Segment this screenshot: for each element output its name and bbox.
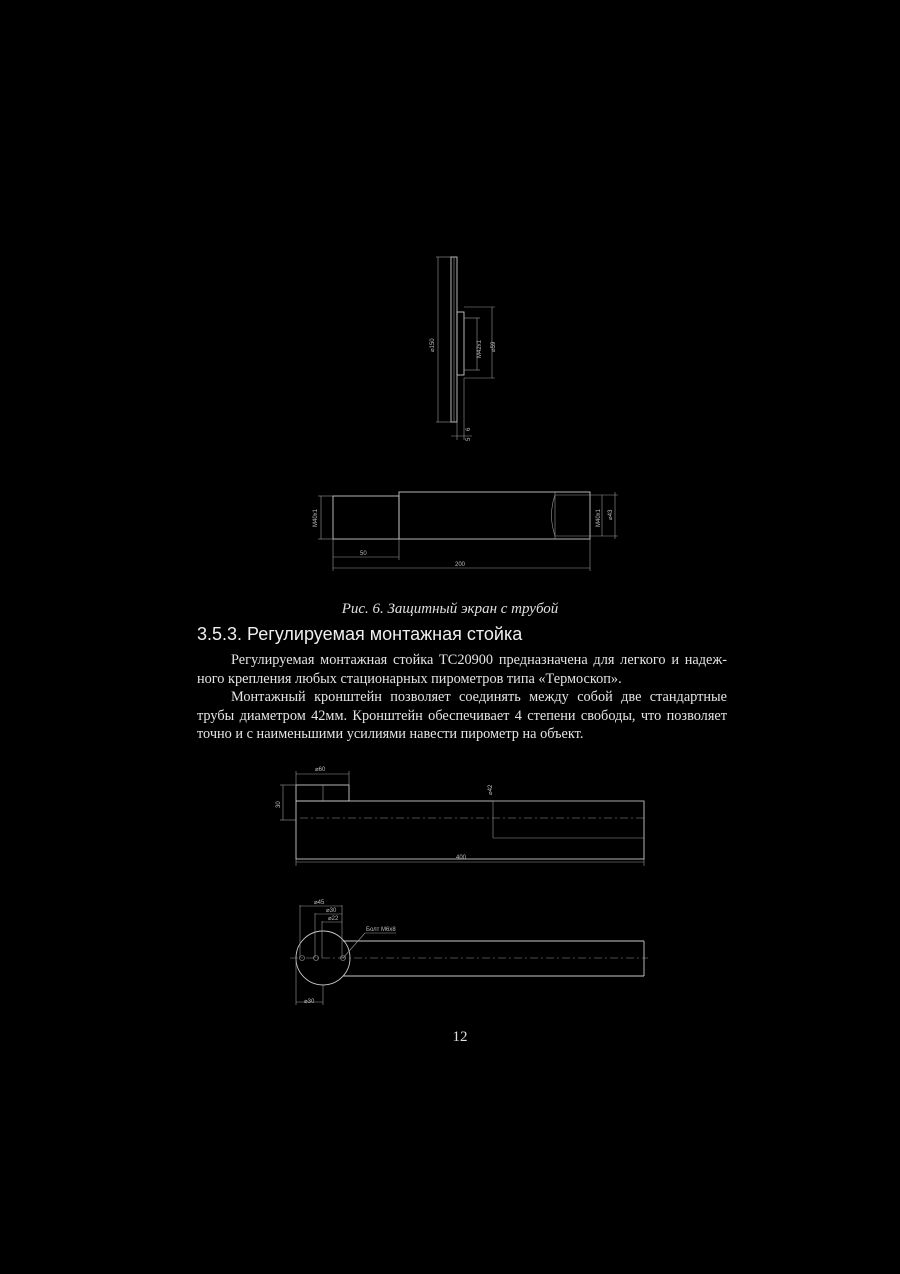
dim-d59: ⌀59: [491, 341, 497, 352]
dim-5: 5: [466, 437, 472, 441]
bracket-top-drawing: [290, 900, 648, 1005]
section-heading: 3.5.3. Регулируемая монтажная стойка: [197, 624, 523, 644]
paragraph: Регулируемая монтажная стойка ТС20900 предназначена для легкого и надеж-ного крепления любых стационарных пирометров типа «Термоскоп».: [197, 652, 727, 687]
dim-d45: ⌀45: [314, 900, 325, 906]
dim-m40x1-right: M40x1: [596, 508, 602, 527]
dim-m42x1: M42x1: [477, 339, 483, 358]
dim-d43: ⌀43: [608, 509, 614, 520]
section-body: [197, 651, 727, 744]
dim-50: 50: [360, 551, 367, 557]
dim-d42: ⌀42: [488, 784, 494, 795]
tube-drawing: [313, 492, 618, 571]
dim-d30-lower: ⌀30: [304, 999, 315, 1005]
dim-d150: ⌀150: [430, 338, 436, 352]
dim-d30-upper: ⌀30: [326, 908, 337, 914]
dim-30-height: 30: [276, 801, 282, 808]
dim-d60: ⌀60: [315, 767, 326, 773]
dim-d22: ⌀22: [328, 916, 339, 922]
dim-m40x1-left: M40x1: [313, 508, 319, 527]
protective-screen-drawing: [430, 257, 497, 441]
bracket-side-drawing: [276, 767, 644, 866]
bolt-label: Болт М6х8: [366, 927, 396, 933]
dim-400: 400: [456, 855, 467, 861]
dim-200: 200: [455, 562, 466, 568]
page-number: 12: [452, 1029, 468, 1045]
dim-6: 6: [466, 427, 472, 431]
paragraph: Монтажный кронштейн позволяет соединять между собой две стандартные трубы диаметром 42мм. Кронштейн обеспечивает 4 степени свободы, что позволяет точно и с наименьшими усилиями навести пирометр на объект.: [197, 689, 727, 742]
figure-caption: Рис. 6. Защитный экран с трубой: [341, 601, 559, 617]
